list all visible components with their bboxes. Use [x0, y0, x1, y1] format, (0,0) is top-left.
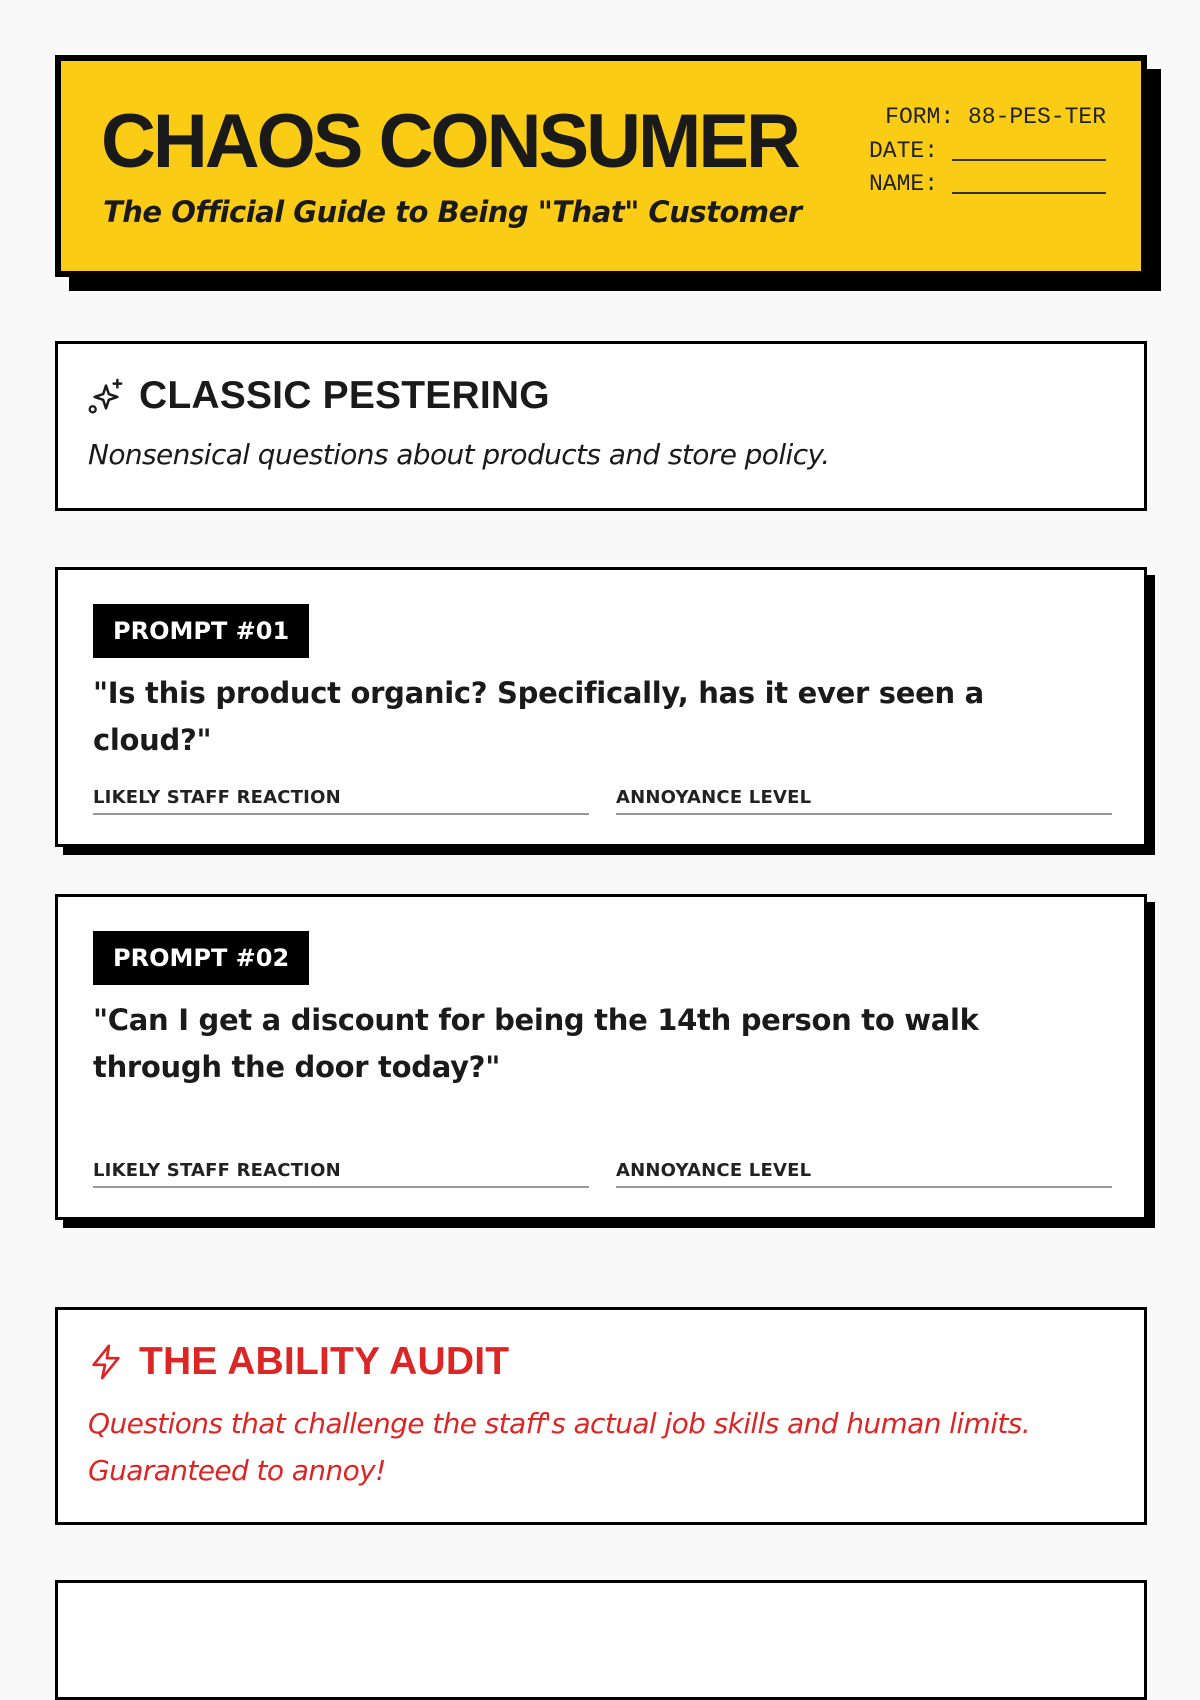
section-heading: [87, 374, 550, 418]
prompt-card: [55, 894, 1147, 1220]
date-line: [869, 135, 1106, 169]
name-label: NAME:: [868, 171, 938, 197]
form-number: [869, 101, 1106, 135]
section-classic-pestering: [55, 341, 1147, 511]
page-subtitle: The Official Guide to Being "That" Customer: [103, 195, 802, 229]
staff-reaction-field[interactable]: LIKELY STAFF REACTION: [93, 785, 589, 815]
page-title: CHAOS CONSUMER: [101, 99, 798, 184]
form-value: 88-PES-TER: [967, 104, 1106, 130]
header-banner: [55, 55, 1147, 277]
sparkles-icon: [87, 377, 125, 415]
section-description: Nonsensical questions about products and store policy.: [88, 438, 830, 471]
section-title: CLASSIC PESTERING: [139, 374, 550, 417]
date-label: DATE:: [868, 137, 938, 164]
section-heading: [87, 1340, 509, 1384]
lightning-icon: [87, 1343, 125, 1381]
prompt-card: [55, 567, 1147, 847]
section-ability-audit: [55, 1307, 1147, 1525]
prompt-badge: PROMPT #01: [93, 604, 309, 658]
worksheet-page: [55, 55, 1147, 1487]
staff-reaction-field[interactable]: LIKELY STAFF REACTION: [93, 1158, 589, 1188]
section-title: THE ABILITY AUDIT: [139, 1340, 510, 1383]
name-field[interactable]: [952, 170, 1106, 194]
form-meta: [869, 101, 1106, 202]
date-field[interactable]: [952, 137, 1106, 161]
prompt-text: "Can I get a discount for being the 14th person to walk through the door today?": [93, 1003, 979, 1084]
prompt-text: "Is this product organic? Specifically, has it ever seen a cloud?": [93, 676, 984, 757]
annoyance-level-field[interactable]: ANNOYANCE LEVEL: [616, 785, 1112, 815]
section-description: Questions that challenge the staff's actual job skills and human limits. Guaranteed to annoy!: [88, 1407, 1031, 1487]
form-label: FORM:: [885, 104, 955, 130]
annoyance-level-field[interactable]: ANNOYANCE LEVEL: [616, 1158, 1112, 1188]
name-line: [869, 168, 1106, 202]
prompt-badge: PROMPT #02: [93, 931, 309, 985]
next-section-partial: [55, 1580, 1147, 1700]
